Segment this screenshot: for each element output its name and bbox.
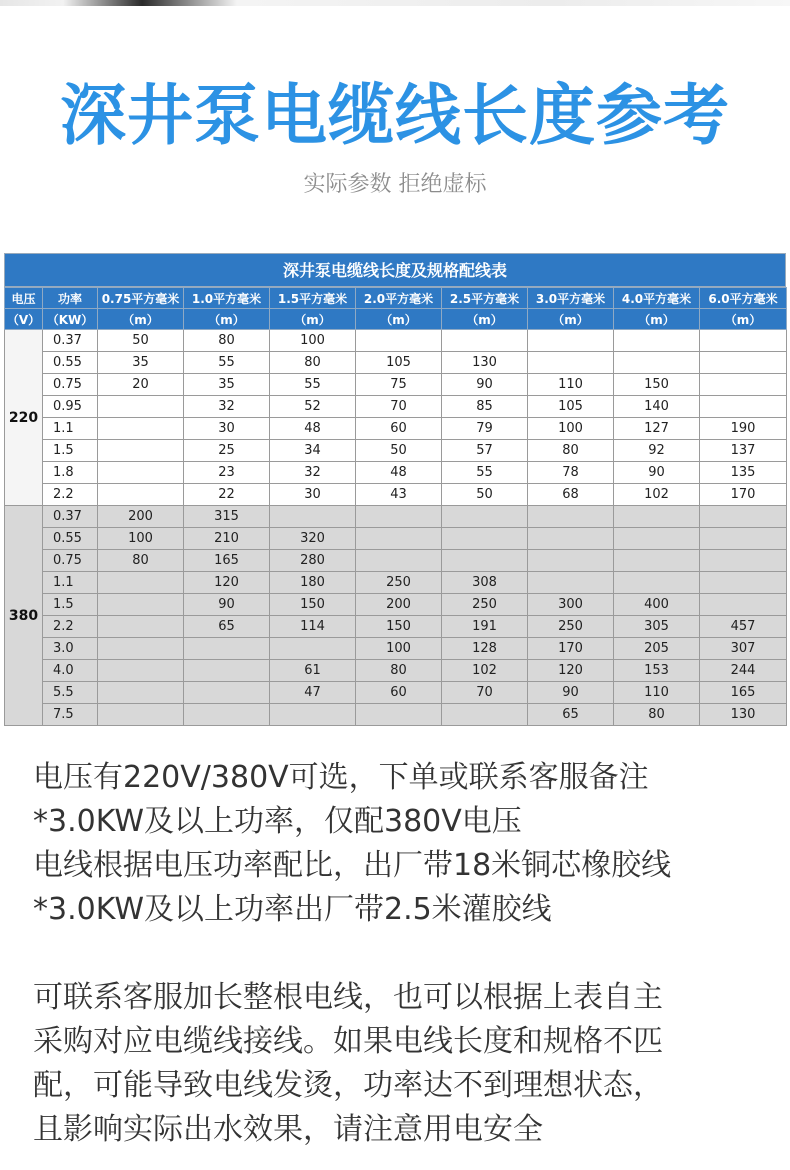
length-cell: 307: [700, 638, 787, 660]
length-cell: 47: [270, 682, 356, 704]
length-cell: 55: [270, 374, 356, 396]
length-cell: [442, 528, 528, 550]
length-cell: 105: [528, 396, 614, 418]
length-cell: 78: [528, 462, 614, 484]
column-header: 功率: [43, 288, 98, 309]
length-cell: [700, 374, 787, 396]
table-row: [5, 440, 787, 462]
power-cell: 0.75: [43, 374, 98, 396]
table-row: [5, 682, 787, 704]
length-cell: 100: [270, 330, 356, 352]
length-cell: 120: [184, 572, 270, 594]
table-row: [5, 330, 787, 352]
power-cell: 1.1: [43, 418, 98, 440]
length-cell: 200: [356, 594, 442, 616]
table-row: [5, 704, 787, 726]
table-row: [5, 418, 787, 440]
length-cell: [614, 506, 700, 528]
group-220v: [5, 330, 787, 506]
length-cell: 55: [442, 462, 528, 484]
length-cell: 110: [614, 682, 700, 704]
length-cell: 68: [528, 484, 614, 506]
length-cell: [184, 682, 270, 704]
length-cell: 70: [442, 682, 528, 704]
length-cell: 48: [356, 462, 442, 484]
length-cell: 80: [528, 440, 614, 462]
length-cell: [528, 352, 614, 374]
table-row: [5, 550, 787, 572]
length-cell: 30: [270, 484, 356, 506]
length-cell: [98, 440, 184, 462]
length-cell: 135: [700, 462, 787, 484]
header-row-bottom: [5, 309, 787, 330]
length-cell: 114: [270, 616, 356, 638]
column-header: 电压: [5, 288, 43, 309]
length-cell: 43: [356, 484, 442, 506]
length-cell: [184, 660, 270, 682]
length-cell: 80: [98, 550, 184, 572]
table-row: [5, 660, 787, 682]
length-cell: [98, 616, 184, 638]
column-header: 0.75平方毫米: [98, 288, 184, 309]
length-cell: 102: [442, 660, 528, 682]
length-cell: 110: [528, 374, 614, 396]
length-cell: [98, 682, 184, 704]
column-header: 1.5平方毫米: [270, 288, 356, 309]
power-cell: 7.5: [43, 704, 98, 726]
length-cell: 150: [270, 594, 356, 616]
length-cell: [442, 704, 528, 726]
table-header: [5, 288, 787, 330]
column-unit-header: （m）: [700, 309, 787, 330]
length-cell: 130: [442, 352, 528, 374]
length-cell: [98, 418, 184, 440]
column-header: 4.0平方毫米: [614, 288, 700, 309]
length-cell: [614, 550, 700, 572]
voltage-cell: 380: [5, 506, 43, 726]
length-cell: [528, 528, 614, 550]
length-cell: [98, 462, 184, 484]
length-cell: 308: [442, 572, 528, 594]
power-cell: 2.2: [43, 484, 98, 506]
length-cell: 35: [184, 374, 270, 396]
length-cell: 102: [614, 484, 700, 506]
length-cell: 165: [700, 682, 787, 704]
length-cell: 70: [356, 396, 442, 418]
length-cell: 34: [270, 440, 356, 462]
length-cell: 80: [270, 352, 356, 374]
length-cell: [700, 396, 787, 418]
length-cell: 300: [528, 594, 614, 616]
power-cell: 0.95: [43, 396, 98, 418]
column-unit-header: （m）: [442, 309, 528, 330]
length-cell: [442, 550, 528, 572]
length-cell: 127: [614, 418, 700, 440]
power-cell: 1.5: [43, 440, 98, 462]
length-cell: 20: [98, 374, 184, 396]
length-cell: [700, 550, 787, 572]
length-cell: [700, 330, 787, 352]
length-cell: [98, 572, 184, 594]
length-cell: 128: [442, 638, 528, 660]
power-cell: 0.55: [43, 352, 98, 374]
length-cell: [270, 638, 356, 660]
table-row: [5, 594, 787, 616]
length-cell: [270, 704, 356, 726]
power-cell: 0.75: [43, 550, 98, 572]
length-cell: [614, 330, 700, 352]
notes-spacer: [33, 932, 783, 976]
length-cell: 210: [184, 528, 270, 550]
length-cell: 150: [614, 374, 700, 396]
note-line: 采购对应电缆线接线。如果电线长度和规格不匹: [33, 1024, 663, 1059]
length-cell: [700, 572, 787, 594]
column-unit-header: （m）: [528, 309, 614, 330]
length-cell: 85: [442, 396, 528, 418]
power-cell: 1.8: [43, 462, 98, 484]
length-cell: [442, 506, 528, 528]
length-cell: 35: [98, 352, 184, 374]
column-unit-header: （m）: [98, 309, 184, 330]
length-cell: 90: [614, 462, 700, 484]
length-cell: 130: [700, 704, 787, 726]
length-cell: 80: [356, 660, 442, 682]
length-cell: [184, 638, 270, 660]
table-row: [5, 396, 787, 418]
length-cell: 280: [270, 550, 356, 572]
length-cell: 65: [528, 704, 614, 726]
power-cell: 1.1: [43, 572, 98, 594]
length-cell: 57: [442, 440, 528, 462]
length-cell: 32: [270, 462, 356, 484]
length-cell: 457: [700, 616, 787, 638]
length-cell: [700, 594, 787, 616]
length-cell: 250: [528, 616, 614, 638]
length-cell: 75: [356, 374, 442, 396]
table-row: [5, 484, 787, 506]
note-line: *3.0KW及以上功率，仅配380V电压: [33, 804, 522, 839]
length-cell: 250: [356, 572, 442, 594]
table-row: [5, 572, 787, 594]
length-cell: [528, 506, 614, 528]
table-row: [5, 528, 787, 550]
length-cell: 55: [184, 352, 270, 374]
length-cell: [614, 528, 700, 550]
cable-spec-table-section: [4, 253, 786, 726]
table-row: [5, 506, 787, 528]
power-cell: 1.5: [43, 594, 98, 616]
length-cell: [98, 396, 184, 418]
table-row: [5, 352, 787, 374]
column-header: 3.0平方毫米: [528, 288, 614, 309]
note-line: 可联系客服加长整根电线，也可以根据上表自主: [33, 980, 663, 1015]
cable-spec-table: [4, 287, 787, 726]
column-unit-header: （KW）: [43, 309, 98, 330]
note-line: 且影响实际出水效果，请注意用电安全: [33, 1112, 543, 1147]
length-cell: [98, 638, 184, 660]
length-cell: 100: [528, 418, 614, 440]
column-unit-header: （m）: [356, 309, 442, 330]
length-cell: 137: [700, 440, 787, 462]
note-line: 电线根据电压功率配比，出厂带18米铜芯橡胶线: [33, 848, 672, 883]
length-cell: 60: [356, 418, 442, 440]
length-cell: 50: [442, 484, 528, 506]
length-cell: 190: [700, 418, 787, 440]
length-cell: 30: [184, 418, 270, 440]
table-title: 深井泵电缆线长度及规格配线表: [4, 253, 786, 287]
length-cell: 100: [98, 528, 184, 550]
length-cell: 60: [356, 682, 442, 704]
length-cell: 244: [700, 660, 787, 682]
length-cell: [614, 572, 700, 594]
length-cell: 250: [442, 594, 528, 616]
length-cell: [98, 484, 184, 506]
length-cell: 165: [184, 550, 270, 572]
length-cell: [98, 594, 184, 616]
power-cell: 3.0: [43, 638, 98, 660]
length-cell: [356, 550, 442, 572]
length-cell: 170: [700, 484, 787, 506]
length-cell: 52: [270, 396, 356, 418]
length-cell: 90: [184, 594, 270, 616]
length-cell: [528, 330, 614, 352]
power-cell: 2.2: [43, 616, 98, 638]
top-image-strip: [0, 0, 790, 6]
column-unit-header: （m）: [614, 309, 700, 330]
length-cell: 315: [184, 506, 270, 528]
length-cell: 48: [270, 418, 356, 440]
table-row: [5, 374, 787, 396]
voltage-cell: 220: [5, 330, 43, 506]
length-cell: 50: [356, 440, 442, 462]
length-cell: 79: [442, 418, 528, 440]
page-title: 深井泵电缆线长度参考: [60, 77, 730, 154]
length-cell: 50: [98, 330, 184, 352]
length-cell: [184, 704, 270, 726]
length-cell: [356, 330, 442, 352]
length-cell: 320: [270, 528, 356, 550]
column-header: 1.0平方毫米: [184, 288, 270, 309]
column-header: 2.0平方毫米: [356, 288, 442, 309]
note-line: 电压有220V/380V可选，下单或联系客服备注: [33, 760, 649, 795]
length-cell: 90: [442, 374, 528, 396]
length-cell: 191: [442, 616, 528, 638]
length-cell: 100: [356, 638, 442, 660]
length-cell: [528, 572, 614, 594]
column-header: 2.5平方毫米: [442, 288, 528, 309]
length-cell: 22: [184, 484, 270, 506]
length-cell: 25: [184, 440, 270, 462]
column-unit-header: （m）: [270, 309, 356, 330]
header-row-top: [5, 288, 787, 309]
length-cell: 23: [184, 462, 270, 484]
power-cell: 4.0: [43, 660, 98, 682]
length-cell: 305: [614, 616, 700, 638]
length-cell: 153: [614, 660, 700, 682]
group-380v: [5, 506, 787, 726]
length-cell: 205: [614, 638, 700, 660]
length-cell: 150: [356, 616, 442, 638]
length-cell: [356, 506, 442, 528]
note-line: 配，可能导致电线发烫，功率达不到理想状态，: [33, 1068, 663, 1103]
page-subtitle: 实际参数 拒绝虚标: [303, 172, 487, 197]
note-line: *3.0KW及以上功率出厂带2.5米灌胶线: [33, 892, 552, 927]
length-cell: 65: [184, 616, 270, 638]
length-cell: 80: [184, 330, 270, 352]
length-cell: 400: [614, 594, 700, 616]
power-cell: 0.37: [43, 330, 98, 352]
table-row: [5, 462, 787, 484]
length-cell: 92: [614, 440, 700, 462]
table-row: [5, 638, 787, 660]
column-unit-header: （V）: [5, 309, 43, 330]
length-cell: [356, 528, 442, 550]
length-cell: 170: [528, 638, 614, 660]
length-cell: [270, 506, 356, 528]
notes-section: [33, 756, 783, 1152]
column-header: 6.0平方毫米: [700, 288, 787, 309]
length-cell: [528, 550, 614, 572]
length-cell: 90: [528, 682, 614, 704]
length-cell: [700, 506, 787, 528]
length-cell: 105: [356, 352, 442, 374]
length-cell: 200: [98, 506, 184, 528]
length-cell: 120: [528, 660, 614, 682]
length-cell: [614, 352, 700, 374]
power-cell: 5.5: [43, 682, 98, 704]
length-cell: 180: [270, 572, 356, 594]
power-cell: 0.37: [43, 506, 98, 528]
length-cell: [700, 352, 787, 374]
length-cell: [442, 330, 528, 352]
length-cell: [356, 704, 442, 726]
table-row: [5, 616, 787, 638]
length-cell: 61: [270, 660, 356, 682]
length-cell: [98, 660, 184, 682]
length-cell: [700, 528, 787, 550]
length-cell: [98, 704, 184, 726]
length-cell: 140: [614, 396, 700, 418]
column-unit-header: （m）: [184, 309, 270, 330]
length-cell: 80: [614, 704, 700, 726]
power-cell: 0.55: [43, 528, 98, 550]
length-cell: 32: [184, 396, 270, 418]
